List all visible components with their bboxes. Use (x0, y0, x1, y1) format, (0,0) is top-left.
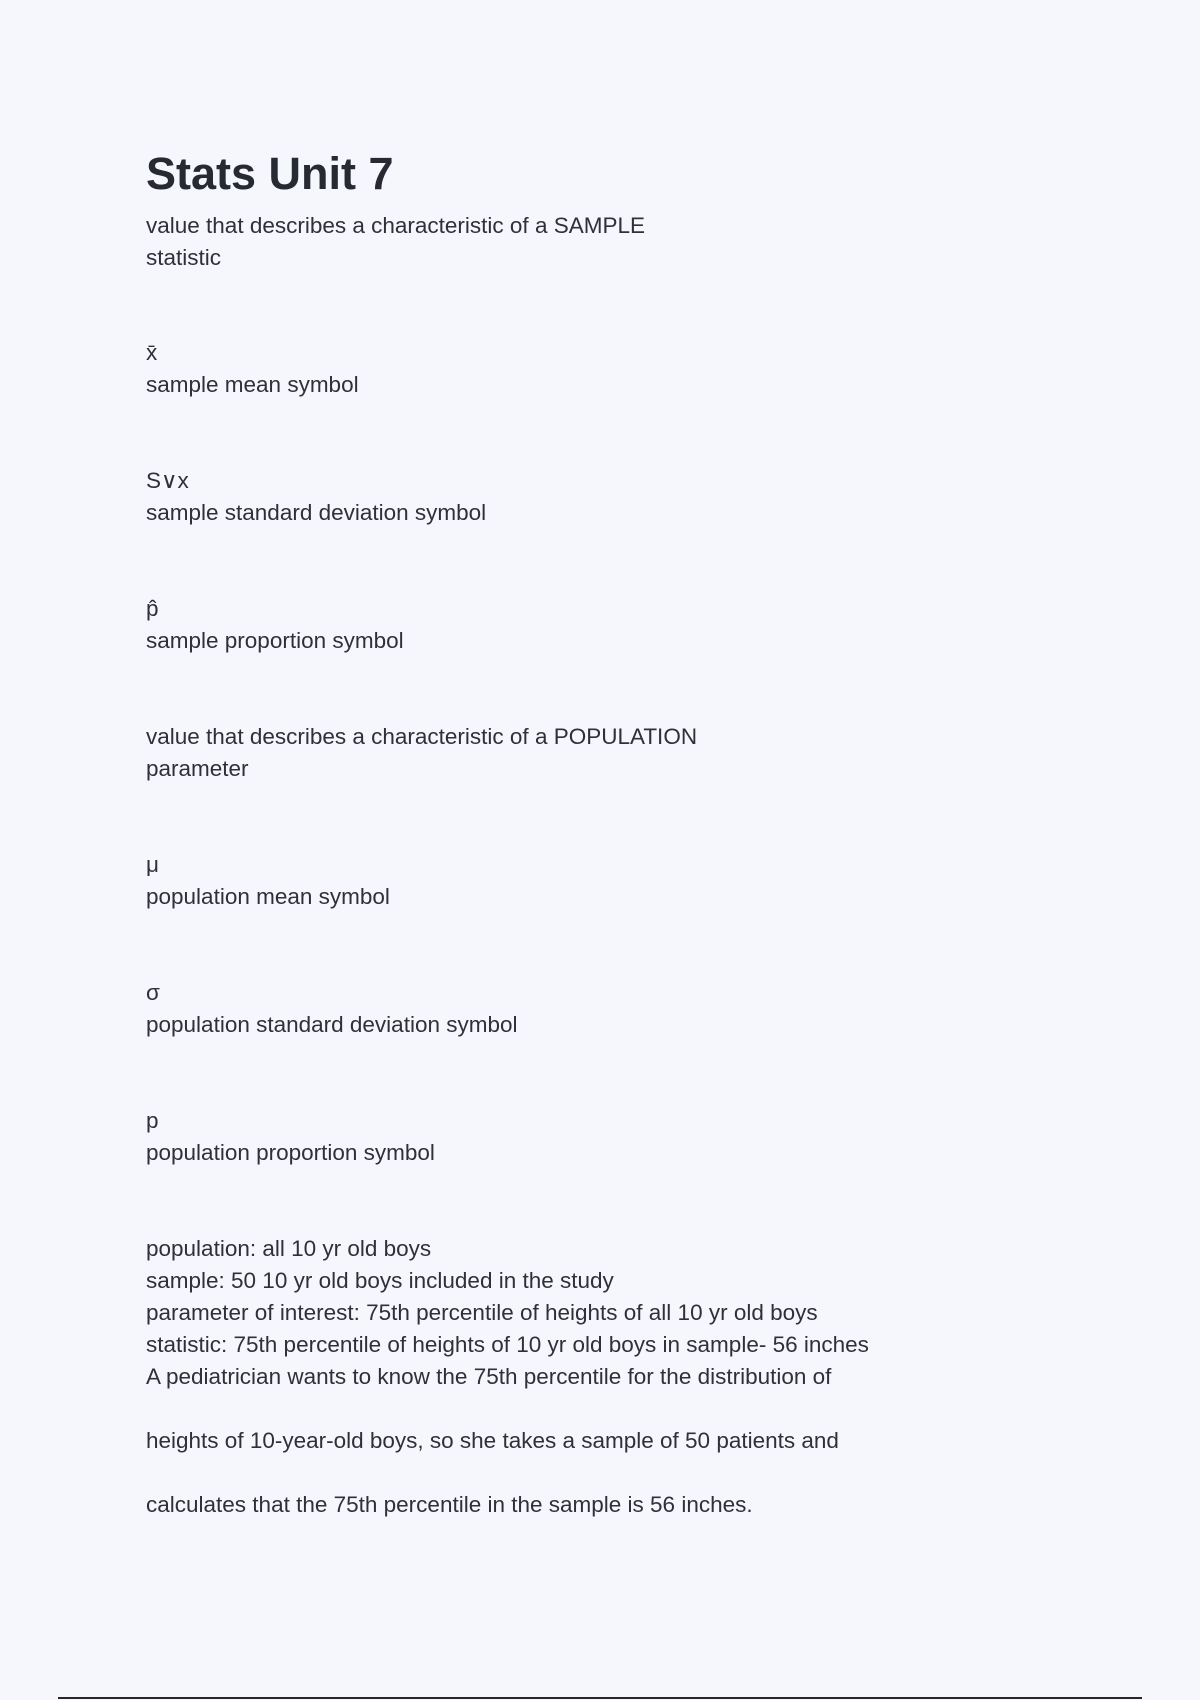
flashcard-sample-mean (146, 337, 1126, 401)
card-definition: parameter (146, 756, 249, 781)
card-term: S∨x (146, 468, 189, 493)
footer-divider (58, 1697, 1142, 1699)
example-line: A pediatrician wants to know the 75th percentile for the distribution of (146, 1364, 832, 1389)
flashcard-sample-std (146, 465, 1126, 529)
example-line: statistic: 75th percentile of heights of 10 yr old boys in sample- 56 inches (146, 1332, 869, 1357)
card-definition: sample standard deviation symbol (146, 500, 487, 525)
flashcard-sample-proportion (146, 593, 1126, 657)
example-line: heights of 10-year-old boys, so she takes a sample of 50 patients and (146, 1428, 839, 1453)
flashcard-population-mean (146, 849, 1126, 913)
card-term: p (146, 1108, 159, 1133)
card-definition: population mean symbol (146, 884, 390, 909)
card-term: p̂ (146, 596, 159, 621)
card-term: x̄ (146, 340, 158, 365)
example-line: population: all 10 yr old boys (146, 1236, 432, 1261)
card-definition: population standard deviation symbol (146, 1012, 518, 1037)
document-page (146, 148, 1126, 1521)
flashcard-example (146, 1233, 1126, 1521)
example-line: calculates that the 75th percentile in the sample is 56 inches. (146, 1492, 753, 1517)
card-term: μ (146, 852, 159, 877)
flashcard-population-proportion (146, 1105, 1126, 1169)
page-title: Stats Unit 7 (146, 148, 394, 199)
card-term: value that describes a characteristic of a POPULATION (146, 724, 698, 749)
flashcard-population-std (146, 977, 1126, 1041)
card-definition: statistic (146, 245, 222, 270)
card-definition: sample proportion symbol (146, 628, 404, 653)
card-term: σ (146, 980, 160, 1005)
flashcard-parameter (146, 721, 1126, 785)
example-line: sample: 50 10 yr old boys included in the study (146, 1268, 614, 1293)
card-definition: sample mean symbol (146, 372, 359, 397)
example-line: parameter of interest: 75th percentile of heights of all 10 yr old boys (146, 1300, 818, 1325)
card-term: value that describes a characteristic of a SAMPLE (146, 213, 645, 238)
flashcard-statistic (146, 210, 1126, 274)
card-definition: population proportion symbol (146, 1140, 435, 1165)
